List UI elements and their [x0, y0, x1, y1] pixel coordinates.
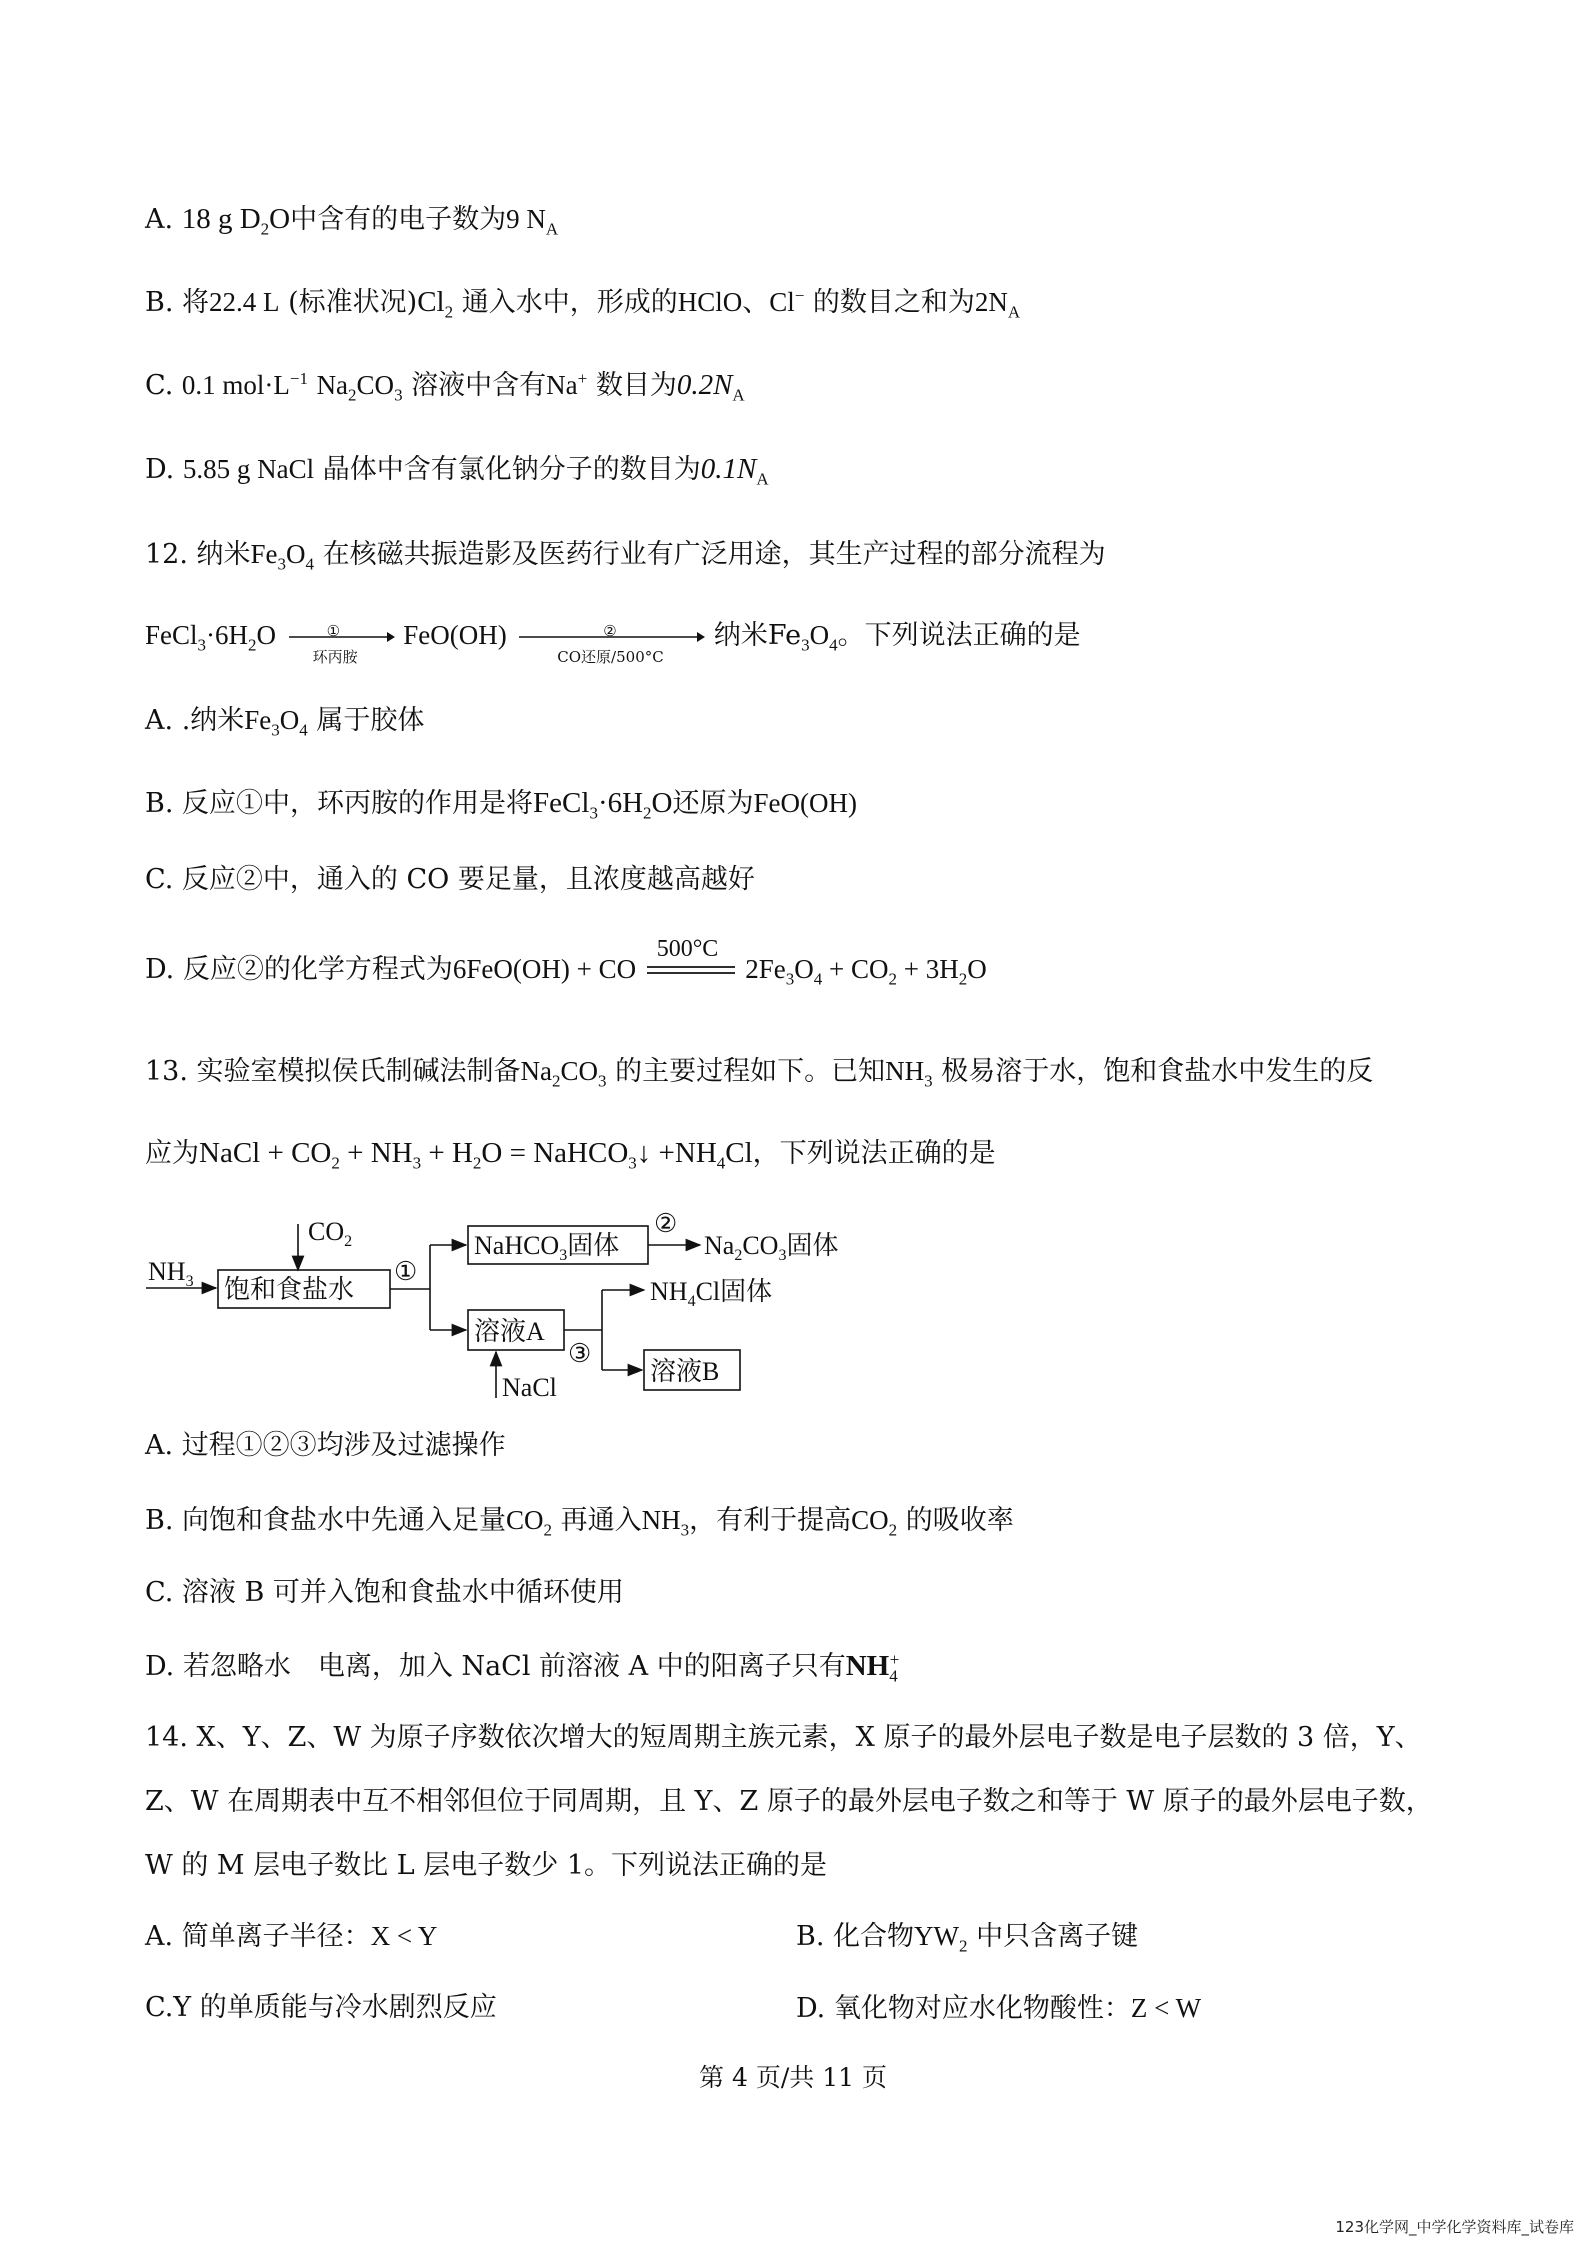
nh3-label: $NH_3$ [148, 1257, 194, 1290]
q13-option-a: A. 过程①②③均涉及过滤操作 [145, 1430, 506, 1461]
q14-option-c: C.Y 的单质能与冷水剧烈反应 [145, 1992, 497, 2023]
q13-option-c: C. 溶液 B 可并入饱和食盐水中循环使用 [145, 1577, 624, 1608]
q12-option-d: D. 反应②的化学方程式为6FeO(OH) + CO 500°C $2Fe_3O_4 + CO_2 + 3H_2O$ [145, 935, 987, 989]
flow-arrow-2: ② CO还原/500°C [515, 619, 705, 655]
q11-option-b: B. 将22.4 L (标准状况)$Cl_2$ 通入水中，形成的HClO、Cl− 的数目之和为$2N_A$ [145, 286, 1021, 322]
box-solution-b: 溶液B [650, 1357, 720, 1386]
q12-flow: $FeCl_3\cdot 6H_2O$ ① 环丙胺 FeO(OH) ② CO还原/500°C 纳米$Fe_3O_4$。下列说法正确的是 [145, 620, 1081, 666]
q12-option-c: C. 反应②中，通入的 CO 要足量，且浓度越高越好 [145, 864, 755, 895]
box-saturated-brine: 饱和食盐水 [224, 1275, 355, 1304]
step-1-label: ① [394, 1257, 418, 1286]
flow-arrow-1: ① 环丙胺 [285, 619, 395, 655]
q13-option-d: D. 若忽略水 电离，加入 NaCl 前溶液 A 中的阳离子只有$NH_4^+$ [145, 1650, 900, 1686]
step-3-label: ③ [568, 1339, 592, 1368]
q13-stem-line2: 应为NaCl + $CO_2 + NH_3 + H_2O$ = NaHCO$_3$↓ $+NH_4Cl$，下列说法正确的是 [145, 1137, 996, 1173]
q14-stem-line3: W 的 M 层电子数比 L 层电子数少 1。下列说法正确的是 [145, 1850, 827, 1881]
q11-option-a: A. 18 g $D_2O$中含有的电子数为9 $N_A$ [145, 203, 559, 239]
q14-stem-line1: 14. X、Y、Z、W 为原子序数依次增大的短周期主族元素，X 原子的最外层电子数是电子层数的 3 倍，Y、 [145, 1722, 1422, 1753]
q12-option-b: B. 反应①中，环丙胺的作用是将$FeCl_3\cdot 6H_2O$还原为FeO(OH) [145, 787, 857, 823]
q12-option-a: A. .纳米$Fe_3O_4$ 属于胶体 [145, 705, 425, 740]
box-nahco3: NaHCO$_3$固体 [474, 1231, 620, 1264]
nacl-label: NaCl [502, 1373, 557, 1400]
q11-option-d: D. 5.85 g NaCl 晶体中含有氯化钠分子的数目为$0.1N_A$ [145, 453, 769, 489]
product-na2co3: $Na_2CO_3$固体 [704, 1231, 839, 1264]
step-2-label: ② [654, 1210, 678, 1238]
q14-option-a: A. 简单离子半径：X < Y [145, 1921, 438, 1952]
page-footer: 第 4 页/共 11 页 [699, 2063, 887, 2092]
reaction-condition: 500°C [645, 953, 737, 989]
q14-option-d: D. 氧化物对应水化物酸性：Z < W [796, 1993, 1202, 2024]
product-nh4cl: $NH_4Cl$固体 [650, 1277, 773, 1310]
co2-label: $CO_2$ [308, 1217, 353, 1250]
q14-option-b: B. 化合物$YW_2$ 中只含离子键 [796, 1921, 1139, 1956]
equals-sign-icon [645, 953, 737, 989]
watermark: 123化学网_中学化学资料库_试卷库 [1335, 2218, 1574, 2236]
box-solution-a: 溶液A [474, 1317, 545, 1346]
q14-stem-line2: Z、W 在周期表中互不相邻但位于同周期，且 Y、Z 原子的最外层电子数之和等于 W 原子的最外层电子数， [145, 1786, 1433, 1817]
q13-stem-line1: 13. 实验室模拟侯氏制碱法制备$Na_2CO_3$ 的主要过程如下。已知$NH_3$ 极易溶于水，饱和食盐水中发生的反 [145, 1056, 1374, 1091]
q13-option-b: B. 向饱和食盐水中先通入足量$CO_2$ 再通入$NH_3$，有利于提高$CO_2$ 的吸收率 [145, 1505, 1014, 1540]
q11-option-c: C. 0.1 $mol\cdot L^{-1}$ $Na_2CO_3$ 溶液中含有Na+ 数目为$0.2N_A$ [145, 369, 745, 405]
hou-process-diagram [140, 1210, 900, 1400]
q12-stem: 12. 纳米$Fe_3O_4$ 在核磁共振造影及医药行业有广泛用途，其生产过程的部分流程为 [145, 539, 1106, 574]
